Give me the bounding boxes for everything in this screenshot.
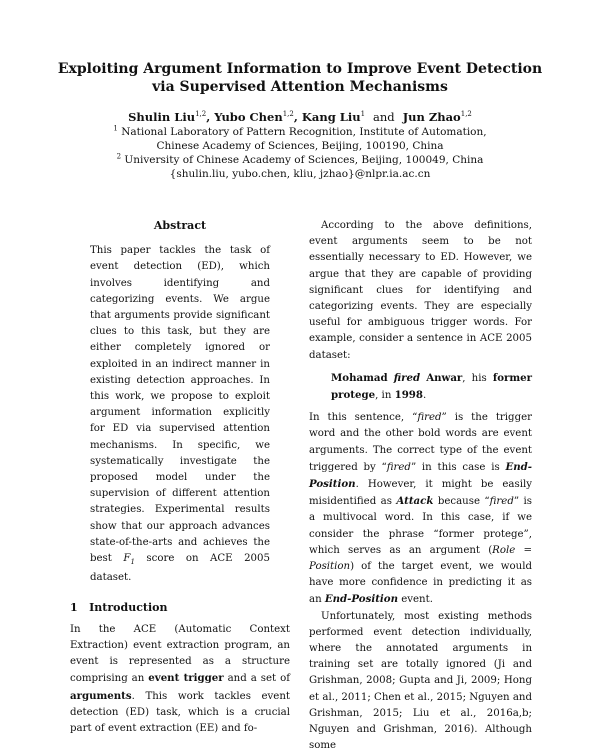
abstract-heading: Abstract <box>153 219 207 232</box>
event-type: Attack <box>396 495 434 508</box>
affiliation-mark: 1 <box>113 124 118 133</box>
trigger-word: fired <box>489 496 514 508</box>
affiliation-text: National Laboratory of Pattern Recognition, Institute of Automation, <box>121 126 487 138</box>
f1-base: F <box>123 553 131 565</box>
body-text: ) of the target event, we would have more confidence in predicting it as an <box>309 561 532 606</box>
right-column <box>309 218 532 755</box>
body-text: ” is the trigger word and the other bold words are event arguments. The correct type of the event triggered by “ <box>309 412 532 473</box>
author-affiliation-mark: 1,2 <box>460 110 472 119</box>
author-emails: {shulin.liu, yubo.chen, kliu, jzhao}@nlpr.ia.ac.cn <box>169 168 431 180</box>
author-name: Jun Zhao <box>402 110 461 124</box>
math-equals: = <box>515 544 532 556</box>
event-type: End-Position <box>324 593 398 606</box>
term-event-trigger: event trigger <box>148 672 224 685</box>
trigger-word: fired <box>386 461 411 473</box>
f1-subscript: 1 <box>130 558 135 567</box>
section-number: 1 <box>70 600 78 614</box>
f1-symbol <box>123 553 135 567</box>
intro-paragraph <box>70 622 290 737</box>
trigger-word: fired <box>417 412 442 424</box>
author-conjunction: and <box>373 110 395 124</box>
example-argument: 1998 <box>394 389 423 402</box>
example-trigger: fired <box>393 371 421 384</box>
body-text: . However, it might be easily misidentified as <box>309 479 532 508</box>
intro-text: In the ACE (Automatic Context Extraction) event extraction program, an event is represented as a structure comprising an <box>70 623 290 685</box>
intro-text: and a set of <box>227 673 290 685</box>
body-paragraph-1: According to the above definitions, event arguments seem to be not essentially necessary to ED. However, we argue that they are capable of providing significant clues for identifying and categorizing events. They are especially useful for ambiguous trigger words. For example, consider a sentence in ACE 2005 dataset: <box>309 220 532 361</box>
affiliation-text: University of Chinese Academy of Sciences, Beijing, 100049, China <box>124 154 484 166</box>
author-affiliation-mark: 1,2 <box>195 110 207 119</box>
author-list <box>40 110 560 124</box>
example-argument: Mohamad <box>331 371 388 384</box>
body-text: ” is a multivocal word. In this case, if we consider the phrase “former protege”, which serves as an argument ( <box>309 496 532 556</box>
author-affiliation-mark: 1 <box>360 110 366 119</box>
body-text: ” in this case is <box>410 461 500 473</box>
author-separator: , <box>206 110 211 124</box>
section-title: Introduction <box>89 600 168 614</box>
event-type: End-Position <box>309 460 532 491</box>
author-name: Shulin Liu <box>128 110 196 124</box>
example-argument: Anwar <box>426 371 463 384</box>
author-name: Kang Liu <box>301 110 361 124</box>
example-text: . <box>422 390 427 402</box>
affiliation-line-2: Chinese Academy of Sciences, Beijing, 100190, China <box>156 140 444 152</box>
body-paragraph-2 <box>309 410 532 608</box>
title-line-2: via Supervised Attention Mechanisms <box>152 79 448 95</box>
body-paragraph-3: Unfortunately, most existing methods performed event detection individually, where the annotated arguments in training set are totally ignored (Ji and Grishman, 2008; Gupta and Ji, 2009; Hong et al., 2011; Chen et al., 2015; Nguyen and Grishman, 2015; Liu et al., 2016a,b; Nguyen and Grishman, 2016). Although some <box>309 610 532 752</box>
body-text: event. <box>401 594 433 606</box>
author-affiliation-mark: 1,2 <box>282 110 294 119</box>
author-separator: , <box>293 110 298 124</box>
body-text: In this sentence, “ <box>309 412 418 424</box>
math-position: Position <box>309 561 351 573</box>
affiliation-line-3 <box>40 153 560 167</box>
affiliation-mark: 2 <box>116 152 122 161</box>
body-text: because “ <box>437 496 490 508</box>
example-argument: former protege <box>331 371 533 402</box>
abstract-text-end: score on ACE 2005 dataset. <box>90 553 270 584</box>
intro-text: . This work tackles event detection (ED) task, which is a crucial part of event extraction (EE) and fo- <box>70 690 290 734</box>
author-name: Yubo Chen <box>214 110 283 124</box>
math-role: Role <box>492 544 516 556</box>
affiliation-line-1 <box>40 125 560 139</box>
paper-title <box>40 60 560 96</box>
abstract-body <box>70 243 290 586</box>
example-text: , his <box>462 372 487 384</box>
abstract-text: This paper tackles the task of event detection (ED), which involves identifying and categorizing events. We argue that arguments provide significant clues to this task, but they are either completely ignored or exploited in an indirect manner in existing detection approaches. In this work, we propose to exploit argument information explicitly for ED via supervised attention mechanisms. In specific, we systematically investigate the proposed model under the supervision of different attention strategies. Experimental results show that our approach advances state-of-the-arts and achieves the best <box>90 245 270 565</box>
title-line-1: Exploiting Argument Information to Improve Event Detection <box>57 61 543 77</box>
example-sentence <box>309 370 532 404</box>
affiliations <box>40 125 560 181</box>
term-arguments: arguments <box>70 689 132 702</box>
introduction-heading <box>70 600 290 616</box>
left-column <box>70 218 290 737</box>
example-text: , in <box>375 390 392 402</box>
